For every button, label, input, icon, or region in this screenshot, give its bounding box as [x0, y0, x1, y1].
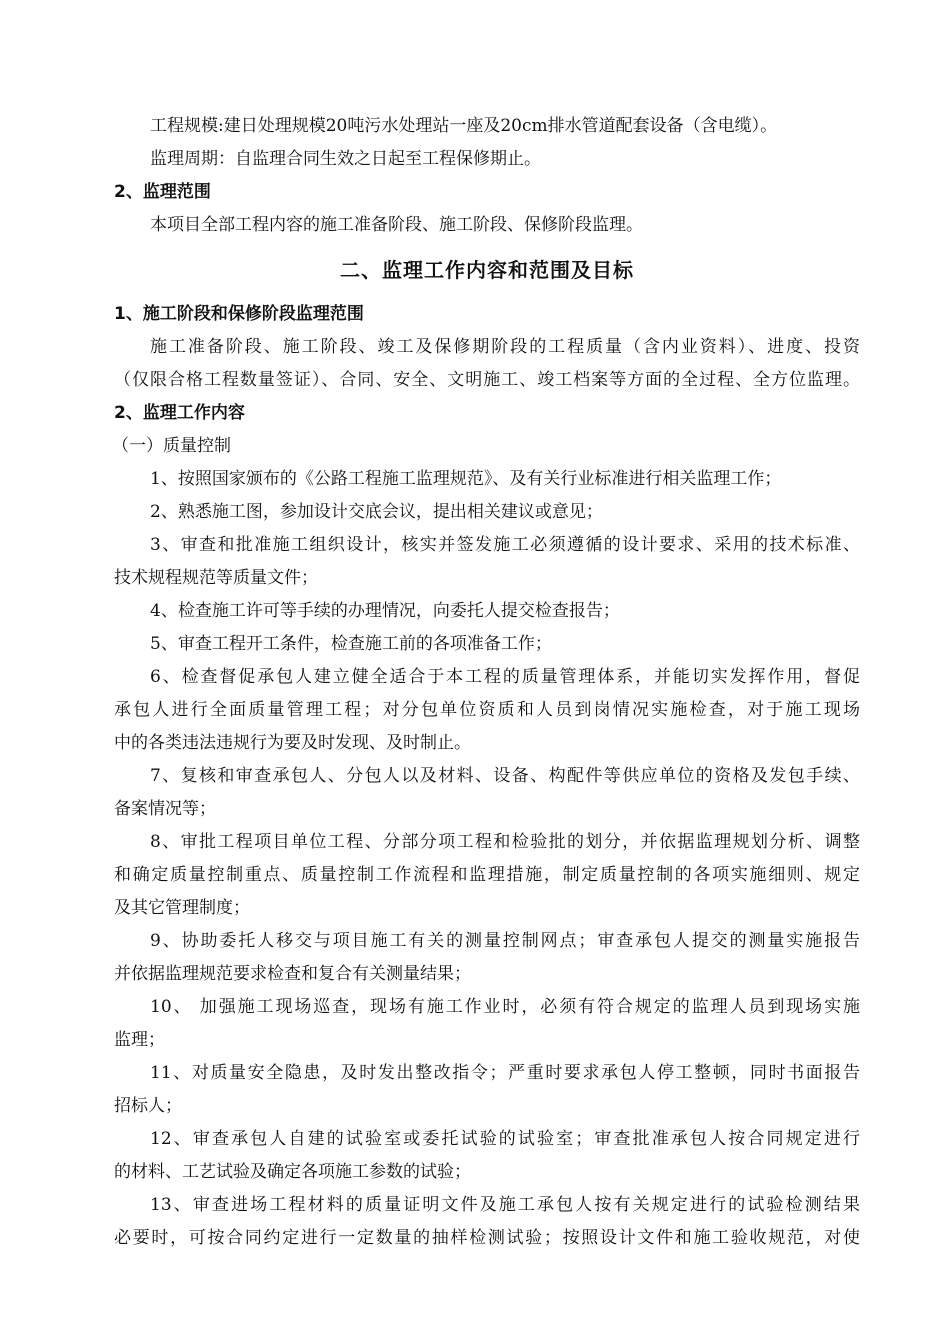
list-item-12-line-1: 12、审查承包人自建的试验室或委托试验的试验室；审查批准承包人按合同规定进行	[150, 1129, 860, 1149]
list-item-1-line-1: 1、按照国家颁布的《公路工程施工监理规范》、及有关行业标准进行相关监理工作；	[150, 469, 782, 489]
paragraph-supervision-scope: 本项目全部工程内容的施工准备阶段、施工阶段、保修阶段监理。	[150, 215, 643, 235]
list-item-13-line-2: 必要时，可按合同约定进行一定数量的抽样检测试验；按照设计文件和施工验收规范，对使	[114, 1228, 860, 1248]
list-item-8-line-1: 8、审批工程项目单位工程、分部分项工程和检验批的划分，并依据监理规划分析、调整	[150, 832, 860, 852]
list-item-9-line-1: 9、协助委托人移交与项目施工有关的测量控制网点；审查承包人提交的测量实施报告	[150, 931, 860, 951]
list-item-2-line-1: 2、熟悉施工图，参加设计交底会议，提出相关建议或意见；	[150, 502, 603, 522]
list-item-8-line-3: 及其它管理制度；	[114, 898, 250, 918]
list-item-7-line-2: 备案情况等；	[114, 799, 216, 819]
paragraph-supervision-period: 监理周期：自监理合同生效之日起至工程保修期止。	[150, 149, 541, 169]
list-item-13-line-1: 13、审查进场工程材料的质量证明文件及施工承包人按有关规定进行的试验检测结果	[150, 1195, 860, 1215]
section-title: 二、监理工作内容和范围及目标	[340, 258, 634, 282]
list-item-6-line-2: 承包人进行全面质量管理工程；对分包单位资质和人员到岗情况实施检查，对于施工现场	[114, 700, 860, 720]
heading-supervision-scope: 2、监理范围	[114, 182, 211, 202]
list-item-9-line-2: 并依据监理规范要求检查和复合有关测量结果；	[114, 964, 471, 984]
list-item-5-line-1: 5、审查工程开工条件，检查施工前的各项准备工作；	[150, 634, 552, 654]
list-item-7-line-1: 7、复核和审查承包人、分包人以及材料、设备、构配件等供应单位的资格及发包手续、	[150, 766, 860, 786]
list-item-10-line-2: 监理；	[114, 1030, 165, 1050]
list-item-3-line-1: 3、审查和批准施工组织设计，核实并签发施工必须遵循的设计要求、采用的技术标准、	[150, 535, 860, 555]
list-item-8-line-2: 和确定质量控制重点、质量控制工作流程和监理措施，制定质量控制的各项实施细则、规定	[114, 865, 860, 885]
list-item-6-line-3: 中的各类违法违规行为要及时发现、及时制止。	[114, 733, 471, 753]
paragraph-project-scale: 工程规模:建日处理规模20吨污水处理站一座及20cm排水管道配套设备（含电缆）。	[150, 116, 778, 136]
paragraph-stage-line-1: 施工准备阶段、施工阶段、竣工及保修期阶段的工程质量（含内业资料）、进度、投资	[150, 337, 860, 357]
list-item-4-line-1: 4、检查施工许可等手续的办理情况，向委托人提交检查报告；	[150, 601, 620, 621]
list-item-11-line-1: 11、对质量安全隐患，及时发出整改指令；严重时要求承包人停工整顿，同时书面报告	[150, 1063, 860, 1083]
list-item-6-line-1: 6、检查督促承包人建立健全适合于本工程的质量管理体系，并能切实发挥作用，督促	[150, 667, 860, 687]
subheading-quality-control: （一）质量控制	[112, 436, 231, 456]
list-item-10-line-1: 10、 加强施工现场巡查，现场有施工作业时，必须有符合规定的监理人员到现场实施	[150, 997, 860, 1017]
list-item-11-line-2: 招标人；	[114, 1096, 182, 1116]
list-item-12-line-2: 的材料、工艺试验及确定各项施工参数的试验；	[114, 1162, 471, 1182]
paragraph-stage-line-2: （仅限合格工程数量签证）、合同、安全、文明施工、竣工档案等方面的全过程、全方位监理。	[114, 370, 860, 390]
heading-work-content: 2、监理工作内容	[114, 403, 245, 423]
list-item-3-line-2: 技术规程规范等质量文件；	[114, 568, 318, 588]
heading-stage-scope: 1、施工阶段和保修阶段监理范围	[114, 304, 364, 324]
